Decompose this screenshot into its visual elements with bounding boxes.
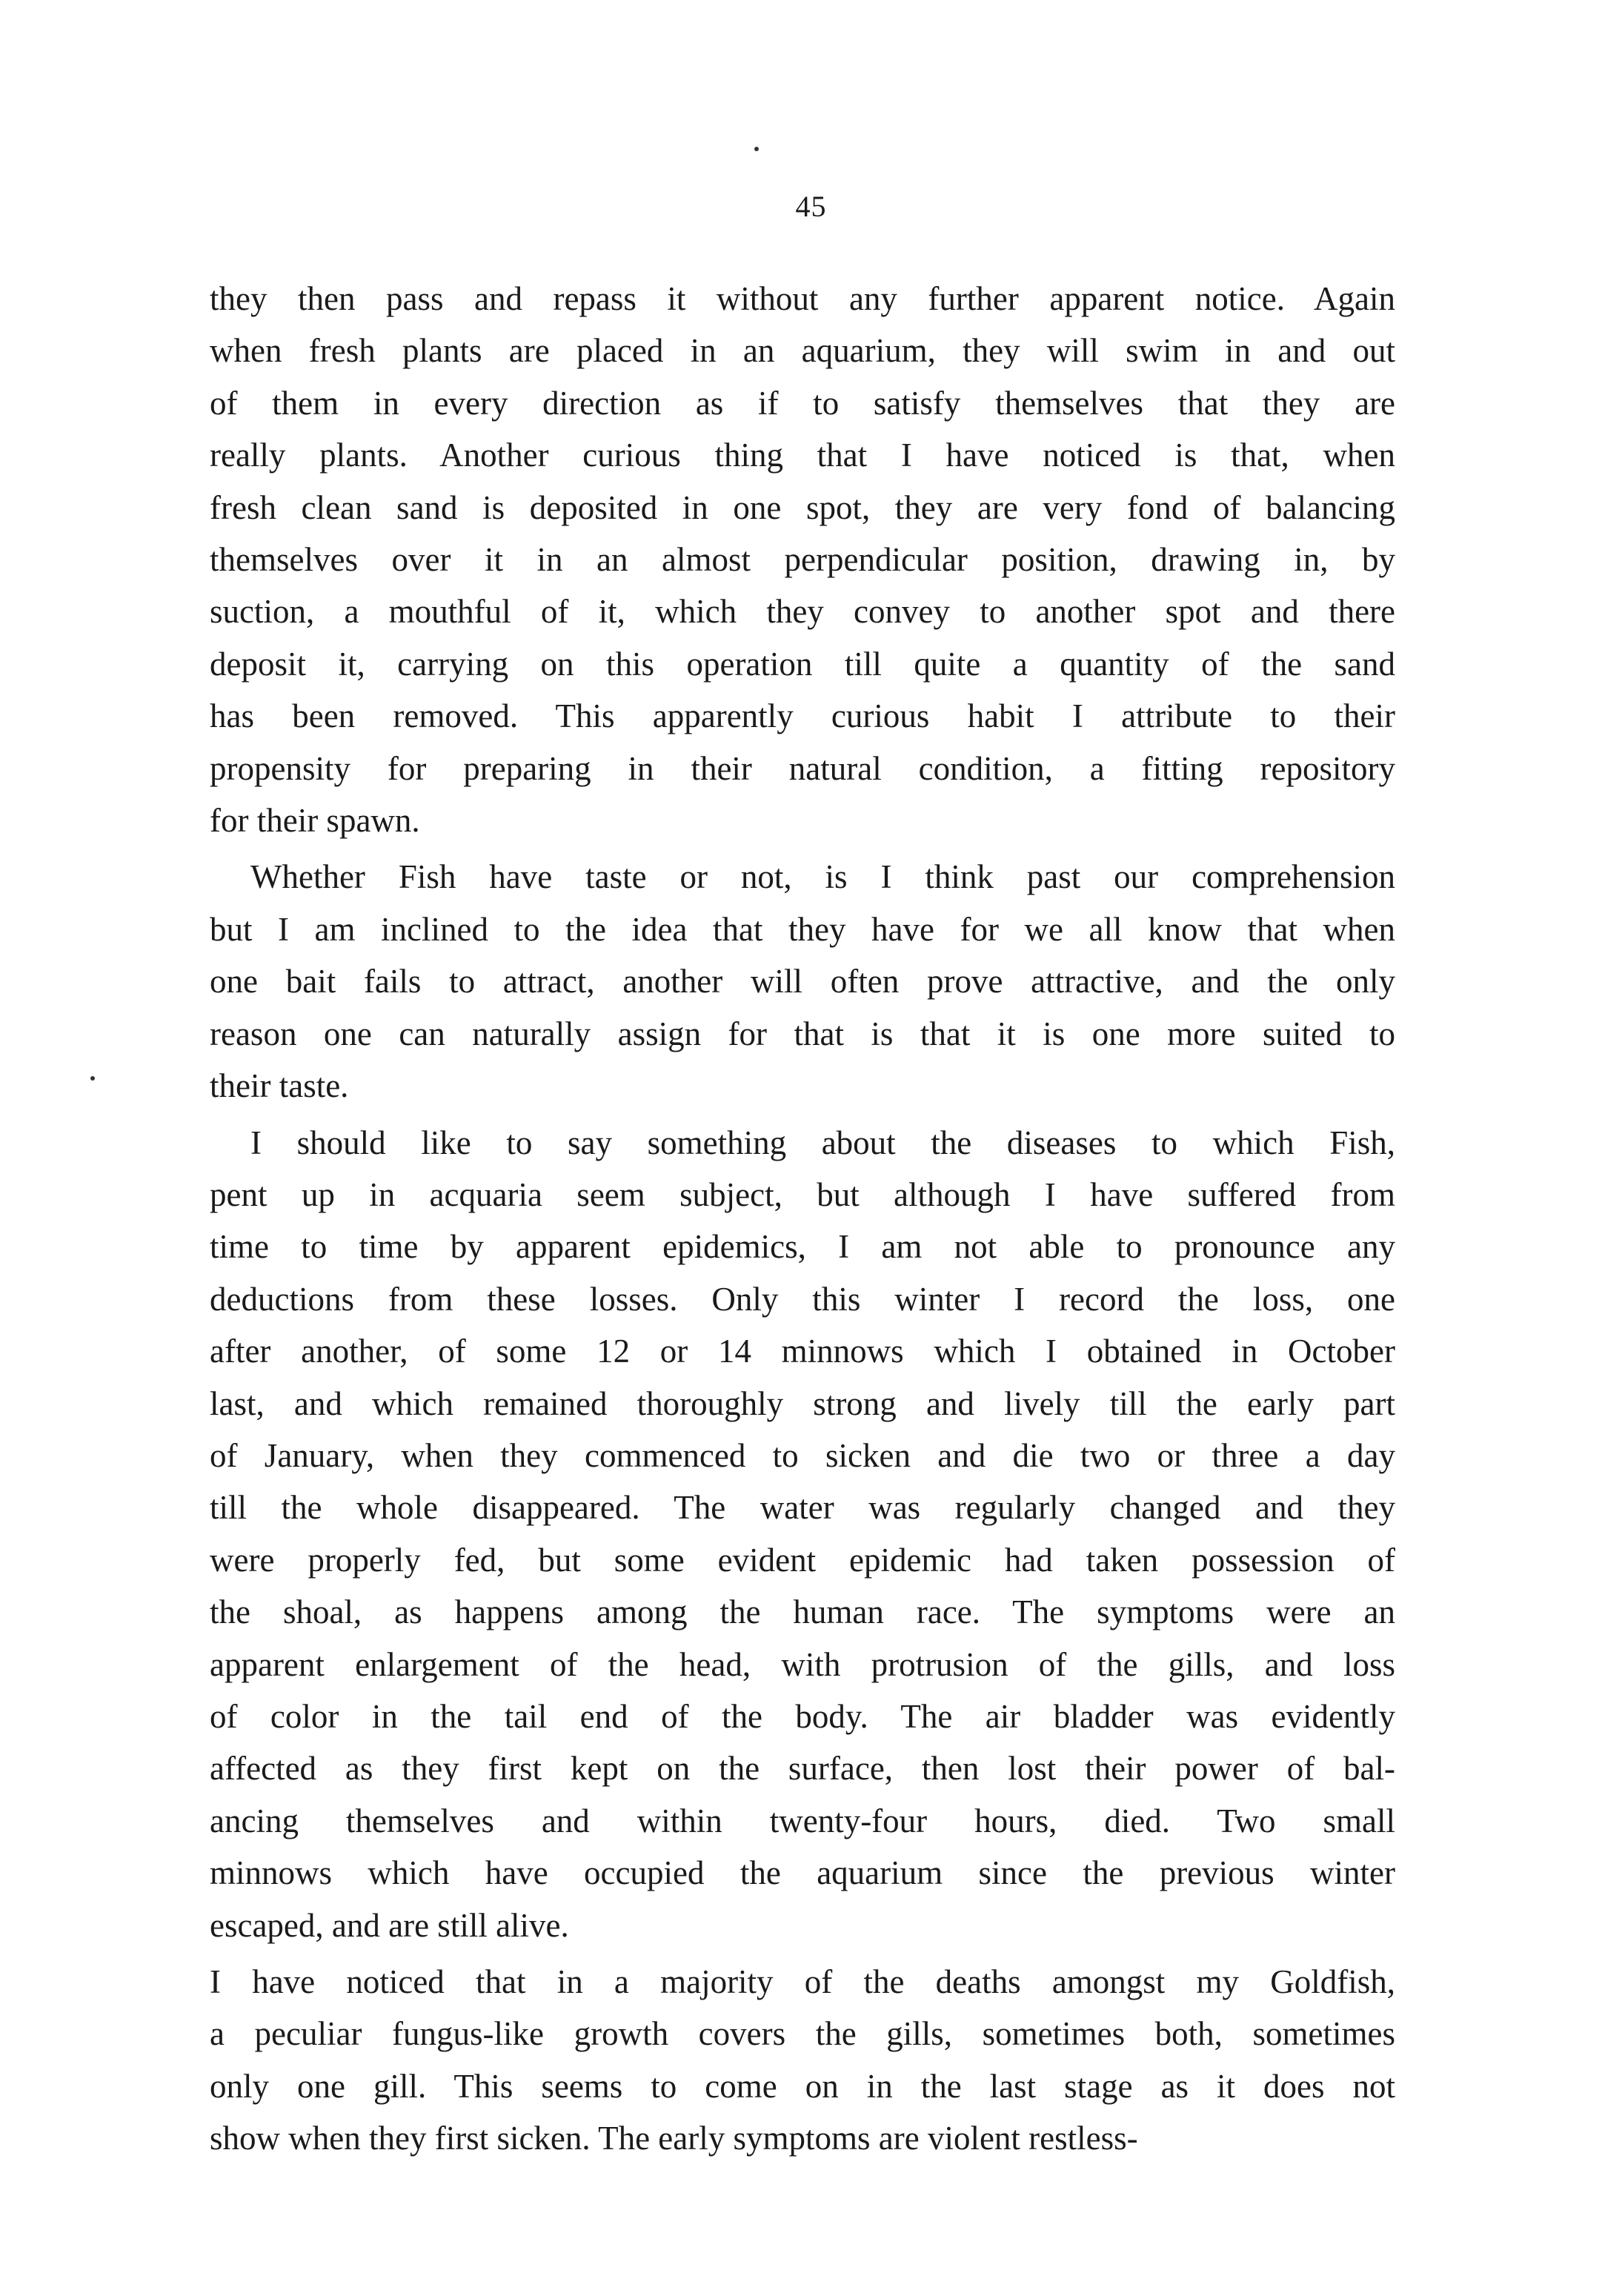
text-line: only one gill. This seems to come on in the last stage as it does not xyxy=(210,2067,1395,2105)
text-line: suction, a mouthful of it, which they convey to another spot and there xyxy=(210,593,1395,631)
text-line: minnows which have occupied the aquarium since the previous winter xyxy=(210,1854,1395,1892)
paragraph xyxy=(210,273,1395,846)
text-line: of January, when they commenced to sicken and die two or three a day xyxy=(210,1436,1395,1474)
text-line: their taste. xyxy=(210,1067,349,1105)
paragraph xyxy=(210,851,1395,1112)
text-line: ancing themselves and within twenty-four hours, died. Two small xyxy=(210,1802,1395,1839)
text-line: the shoal, as happens among the human race. The symptoms were an xyxy=(210,1593,1395,1631)
text-line: till the whole disappeared. The water was regularly changed and they xyxy=(210,1489,1395,1527)
page-number: 45 xyxy=(795,190,827,223)
text-line: fresh clean sand is deposited in one spot, they are very fond of balancing xyxy=(210,488,1395,526)
text-line: propensity for preparing in their natural condition, a fitting repository xyxy=(210,749,1395,787)
text-line: of them in every direction as if to satisfy themselves that they are xyxy=(210,384,1395,422)
text-line: after another, of some 12 or 14 minnows which I obtained in October xyxy=(210,1333,1395,1370)
text-line: I have noticed that in a majority of the deaths amongst my Goldfish, xyxy=(210,1963,1395,2000)
text-line: Whether Fish have taste or not, is I think past our comprehension xyxy=(250,858,1395,896)
text-line: when fresh plants are placed in an aquarium, they will swim in and out xyxy=(210,332,1395,370)
text-line: pent up in acquaria seem subject, but although I have suffered from xyxy=(210,1175,1395,1213)
text-line: time to time by apparent epidemics, I am not able to pronounce any xyxy=(210,1228,1395,1266)
text-line: deposit it, carrying on this operation till quite a quantity of the sand xyxy=(210,645,1395,683)
text-line: last, and which remained thoroughly strong and lively till the early part xyxy=(210,1384,1395,1422)
text-line: has been removed. This apparently curious habit I attribute to their xyxy=(210,697,1395,735)
paragraph xyxy=(210,1956,1395,2165)
text-line: show when they first sicken. The early symptoms are violent restless- xyxy=(210,2120,1138,2157)
text-line: I should like to say something about the diseases to which Fish, xyxy=(250,1124,1395,1161)
text-line: were properly fed, but some evident epidemic had taken possession of xyxy=(210,1541,1395,1579)
body-text xyxy=(210,273,1395,2165)
text-line: affected as they first kept on the surface, then lost their power of bal- xyxy=(210,1750,1395,1788)
text-line: one bait fails to attract, another will often prove attractive, and the only xyxy=(210,963,1395,1001)
text-line: deductions from these losses. Only this winter I record the loss, one xyxy=(210,1280,1395,1318)
paragraph xyxy=(210,1117,1395,1952)
text-line: really plants. Another curious thing that I have noticed is that, when xyxy=(210,437,1395,474)
text-line: apparent enlargement of the head, with protrusion of the gills, and loss xyxy=(210,1645,1395,1683)
text-line: a peculiar fungus-like growth covers the gills, sometimes both, sometimes xyxy=(210,2015,1395,2053)
ink-speck xyxy=(754,147,759,151)
text-line: they then pass and repass it without any further apparent notice. Again xyxy=(210,280,1395,317)
text-line: but I am inclined to the idea that they have for we all know that when xyxy=(210,910,1395,948)
text-line: themselves over it in an almost perpendicular position, drawing in, by xyxy=(210,541,1395,579)
text-line: of color in the tail end of the body. The air bladder was evidently xyxy=(210,1697,1395,1735)
ink-speck xyxy=(90,1076,95,1081)
text-line: reason one can naturally assign for that is that it is one more suited to xyxy=(210,1015,1395,1052)
text-line: for their spawn. xyxy=(210,802,420,840)
text-line: escaped, and are still alive. xyxy=(210,1906,569,1944)
